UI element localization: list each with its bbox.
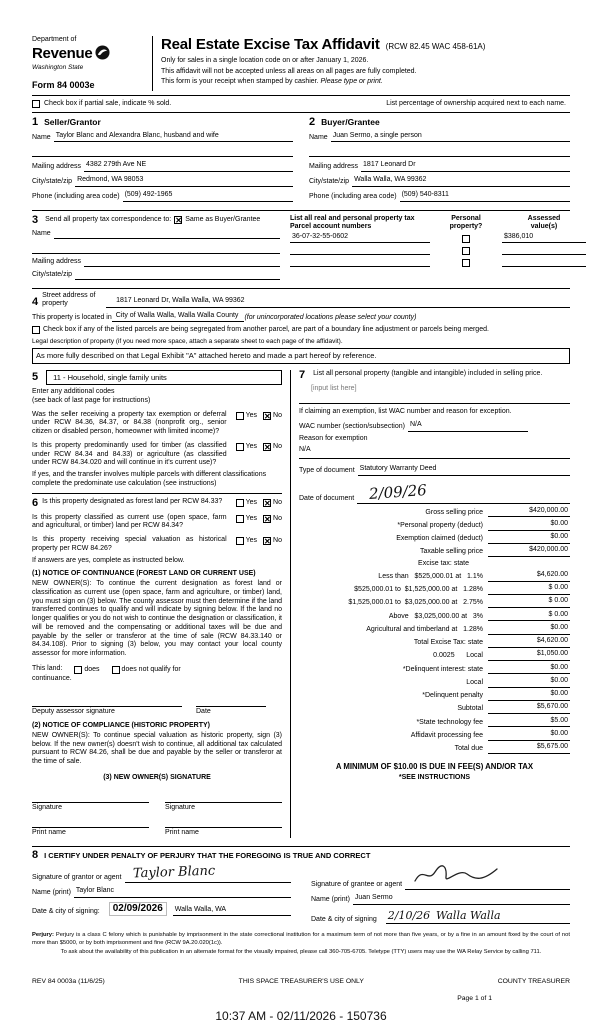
correspondence-extra-line[interactable] [32,243,280,254]
does-label: does [84,665,100,673]
assessed-value-input-3[interactable] [502,255,586,267]
exemption-yes-checkbox[interactable] [236,412,244,420]
this-land-label: This land: [32,665,63,673]
exemption-claimed-row [299,533,570,544]
personal-property-list-label: List all personal property (tangible and intangible) included in selling price. [313,369,543,377]
section5-number: 5 [32,370,39,383]
total-due-row [299,743,570,754]
header-note-2: This affidavit will not be accepted unless all areas on all pages are fully completed. [161,67,417,75]
personal-property-checkbox-3[interactable] [462,259,470,267]
partial-sale-row [32,96,570,113]
same-as-buyer-checkbox[interactable] [174,216,182,224]
personal-property-deduct-value[interactable]: $0.00 [488,520,570,531]
same-as-buyer-label: Same as Buyer/Grantee [185,215,261,223]
buyer-section-number: 2 [309,115,316,128]
new-owner-signature-grid [32,791,282,839]
historic-question-row [32,536,282,554]
delinquent-penalty-row [299,690,570,701]
section3-number: 3 [32,213,39,226]
footer-row [32,978,570,986]
local-rate-value[interactable]: $1,050.00 [488,650,570,661]
technology-fee-label: *State technology fee [416,718,483,726]
grantor-signature-block [32,865,291,924]
parcel-number-input-2[interactable] [290,243,430,255]
historic-no-checkbox[interactable] [263,537,271,545]
receipt-timestamp: 10:37 AM - 02/11/2026 - 150736 [215,1009,387,1024]
buyer-citystatezip-label: City/state/zip [309,178,350,186]
forest-question: Is this property designated as forest land per RCW 84.33? [42,497,223,505]
processing-fee-value[interactable]: $0.00 [488,730,570,741]
assessed-header-line2: value(s) [530,222,558,230]
parcel-table [290,215,586,267]
land-does-checkbox[interactable] [74,666,82,674]
yes-label: Yes [245,498,258,506]
tier4-label: Above $3,025,000.00 at 3% [388,612,483,620]
yes-label: Yes [245,514,258,522]
forest-question-row [32,498,282,509]
parties-section [32,117,570,202]
delinquent-interest-state-row [299,664,570,675]
send-correspondence-label: Send all property tax correspondence to: [45,215,172,223]
assessed-value-input-2[interactable] [502,243,586,255]
section4-number: 4 [32,295,39,308]
new-owner-signature-input-2[interactable] [165,791,282,803]
seller-name-label: Name [32,133,51,141]
total-excise-state-label: Total Excise Tax: state [413,639,483,647]
grantee-signature-label: Signature of grantee or agent [311,881,403,889]
personal-header-line1: Personal [451,214,481,222]
buyer-citystatezip-input[interactable]: Walla Walla, WA 99362 [352,176,570,187]
notice-continuance-title: (1) NOTICE OF CONTINUANCE (FOREST LAND OR CURRENT USE) [32,570,256,578]
grantee-print-name-label: Name (print) [311,895,350,903]
taxable-selling-price-label: Taxable selling price [419,548,483,556]
reason-exemption-input[interactable]: N/A [299,445,311,453]
tier1-label: Less than $525,000.01 at 1.1% [378,572,483,580]
located-in-label: This property is located in [32,313,112,321]
date-of-document-handwriting: 2/09/26 [368,481,428,504]
exemption-divider [299,403,570,404]
grantor-signature-label: Signature of grantor or agent [32,874,122,882]
grantor-print-name-input[interactable]: Taylor Blanc [74,887,291,898]
certification-section [32,846,570,924]
forest-yes-checkbox[interactable] [236,499,244,507]
document-divider [299,458,570,459]
seller-name-input[interactable]: Taylor Blanc and Alexandra Blanc, husband and wife [54,132,293,143]
date-of-document-input[interactable] [357,483,570,504]
current-use-question-row [32,514,282,532]
located-in-note: (for unincorporated locations please select your county) [244,313,417,321]
timber-question: Is this property predominantly used for timber (as classified under RCW 84.34 and 84.33) or agriculture (as classified under RCW 84.34.020 and will continue in it's current use)? [32,441,227,467]
ownership-percentage-label: List percentage of ownership acquired next to each name. [386,99,566,107]
agency-block [32,36,150,91]
delinquent-interest-state-label: *Delinquent interest: state [402,665,483,673]
local-rate-row [299,650,570,661]
exemption-question-row [32,411,282,437]
located-in-input[interactable]: City of Walla Walla, Walla Walla County [112,312,245,323]
total-excise-state-row [299,637,570,648]
seller-citystatezip-input[interactable]: Redmond, WA 98053 [75,176,293,187]
wac-number-input[interactable]: N/A [408,421,528,432]
gross-selling-price-value[interactable]: $420,000.00 [488,507,570,518]
form-header [32,36,570,96]
delinquent-penalty-label: *Delinquent penalty [422,692,483,700]
treasurer-space-label: THIS SPACE TREASURER'S USE ONLY [238,978,364,986]
exemption-claimed-value[interactable]: $0.00 [488,533,570,544]
exemption-claimed-label: Exemption claimed (deduct) [396,535,483,543]
segregated-checkbox[interactable] [32,326,40,334]
street-address-label [42,292,106,308]
form-title-code: (RCW 82.45 WAC 458-61A) [385,42,486,51]
personal-property-checkbox-1[interactable] [462,235,470,243]
agricultural-value[interactable]: $0.00 [488,624,570,635]
if-yes-note: If answers are yes, complete as instructed below. [32,556,185,564]
local-rate-label: 0.0025 Local [433,652,483,660]
tier2-row [299,584,570,595]
no-label: No [273,498,282,506]
grantor-date-city-label: Date & city of signing: [32,907,100,915]
personal-property-checkbox-2[interactable] [462,247,470,255]
section6-divider [32,493,282,494]
current-use-no-checkbox[interactable] [263,515,271,523]
street-address-label-line1: Street address of [42,291,96,299]
grantee-print-name-input[interactable]: Juan Sermo [353,894,570,905]
personal-property-list-input[interactable]: [input list here] [311,384,357,392]
processing-fee-row [299,730,570,741]
grantor-signature-handwriting: Taylor Blanc [132,863,215,882]
new-owner-signature-title: (3) NEW OWNER(S) SIGNATURE [103,773,211,781]
total-excise-state-value[interactable]: $4,620.00 [488,637,570,648]
segregated-label: Check box if any of the listed parcels are being segregated from another parcel, are part of a boundary line adjustment or parcels being merged. [43,326,489,334]
grantee-date-handwriting: 2/10/26 [387,908,431,922]
additional-codes-label [32,388,282,406]
signature-label-1: Signature [32,803,62,811]
yes-label: Yes [245,537,258,545]
reason-exemption-label: Reason for exemption [299,434,368,442]
partial-sale-label: Check box if partial sale, indicate % sold. [44,99,172,107]
grantee-signature-scribble [413,880,499,887]
header-note-3-text: This form is your receipt when stamped by cashier. [161,78,321,86]
yes-label: Yes [245,411,258,419]
perjury-prefix: Perjury: [32,932,54,939]
seller-mailing-input[interactable]: 4382 279th Ave NE [84,161,293,172]
tier2-value[interactable]: $ 0.00 [488,584,570,595]
historic-question: Is this property receiving special valuation as historical property per RCW 84.26? [32,536,227,552]
deputy-date-input[interactable] [196,695,266,707]
current-use-question: Is this property classified as current use (open space, farm and agricultural, or timber) land per RCW 84.34? [32,513,227,530]
agricultural-label: Agricultural and timberland at 1.28% [366,625,483,633]
subtotal-value[interactable]: $5,670.00 [488,703,570,714]
property-location-section [32,288,570,364]
exemption-question: Was the seller receiving a property tax exemption or deferral under RCW 84.36, 84.37, or 84.38 (nonprofit org., senior citizen or disabled person, homeowner with limited income)? [32,410,227,436]
form-title: Real Estate Excise Tax Affidavit [161,36,380,53]
forest-no-checkbox[interactable] [263,499,271,507]
type-of-document-label: Type of document [299,467,355,475]
buyer-mailing-input[interactable]: 1817 Leonard Dr [361,161,570,172]
correspondence-mailing-input[interactable] [84,258,280,267]
certify-label: I CERTIFY UNDER PENALTY OF PERJURY THAT THE FOREGOING IS TRUE AND CORRECT [44,850,371,860]
grantor-date-input[interactable]: 02/09/2026 [109,902,167,917]
seller-section [32,117,293,202]
historic-yes-checkbox[interactable] [236,537,244,545]
correspondence-citystatezip-input[interactable] [75,271,280,280]
buyer-name-extra-line[interactable] [309,146,570,157]
parcel-header-line2: Parcel account numbers [290,222,372,230]
deputy-assessor-label: Deputy assessor signature [32,708,115,716]
technology-fee-value[interactable]: $5.00 [488,717,570,728]
legal-description-label: Legal description of property (if you need more space, attach a separate sheet to each page of the affidavit). [32,338,343,346]
tier4-row [299,611,570,622]
tier1-value[interactable]: $4,620.00 [488,571,570,582]
parcel-header-line1: List all real and personal property tax [290,214,415,222]
deputy-date-label: Date [196,708,211,716]
assessed-value-header [502,215,586,231]
wac-number-label: WAC number (section/subsection) [299,423,405,431]
additional-codes-line1: Enter any additional codes [32,388,115,396]
parcel-number-input[interactable]: 36-07-32-55-0602 [290,231,430,243]
seller-section-title: Seller/Grantor [44,117,101,127]
excise-tax-state-row [299,560,570,569]
header-divider [152,36,153,91]
timber-no-checkbox[interactable] [263,443,271,451]
revenue-wordmark: Revenue [32,44,93,62]
timber-yes-checkbox[interactable] [236,443,244,451]
date-of-document-label: Date of document [299,495,355,503]
county-treasurer-label: COUNTY TREASURER [497,978,570,986]
seller-phone-label: Phone (including area code) [32,192,120,200]
alternate-format-note: To ask about the availability of this publication in an alternate format for the visually impaired, please call 360-705-6705. Teletype (TTY) users may use the WA Relay Service by calling 711. [60,948,542,955]
deputy-assessor-signature-input[interactable] [32,695,182,707]
signature-label-2: Signature [165,803,195,811]
delinquent-penalty-value[interactable]: $0.00 [488,690,570,701]
parcel-number-input-3[interactable] [290,255,430,267]
personal-property-deduct-label: *Personal property (deduct) [397,521,483,529]
taxable-selling-price-value[interactable]: $420,000.00 [488,546,570,557]
continuance-label: continuance. [32,674,72,682]
excise-tax-state-label: Excise tax: state [418,559,469,567]
seller-mailing-label: Mailing address [32,163,82,171]
buyer-section-title: Buyer/Grantee [321,117,380,127]
notice-compliance-body: NEW OWNER(S): To continue special valuation as historic property, sign (3) below. If the new owner(s) doesn't wish to continue, all additional tax calculated pursuant to RCW 84.26, shall be due and payable by the seller or transferor at the time of sale. [32,731,282,766]
washington-state-label: Washington State [32,63,84,71]
grantor-print-name-label: Name (print) [32,889,71,897]
new-owner-print-input-1[interactable] [32,816,149,828]
no-label: No [273,442,282,450]
new-owner-print-input-2[interactable] [165,816,282,828]
grantee-date-city-label: Date & city of signing [311,915,377,923]
total-due-label: Total due [454,745,483,753]
section6-number: 6 [32,496,39,509]
delinquent-interest-state-value[interactable]: $0.00 [488,664,570,675]
correspondence-name-label: Name [32,229,51,237]
land-qualify-row [32,665,282,675]
buyer-name-input[interactable]: Juan Sermo, a single person [331,132,570,143]
personal-property-deduct-row [299,520,570,531]
gross-selling-price-row [299,507,570,518]
header-note-1: Only for sales in a single location code on or after January 1, 2026. [161,56,369,64]
grantee-signature-block [311,865,570,924]
buyer-phone-input[interactable]: (509) 540-8311 [400,191,570,202]
buyer-name-label: Name [309,133,328,141]
personal-header-line2: property? [449,222,483,230]
legal-description-input[interactable]: As more fully described on that Legal Exhibit "A" attached hereto and made a part hereof by reference. [32,348,570,363]
section8-number: 8 [32,849,39,862]
land-use-code-input[interactable]: 11 - Household, single family units [46,370,282,385]
buyer-phone-label: Phone (including area code) [309,192,397,200]
assessed-value-input[interactable]: $386,010 [502,231,586,243]
gross-selling-price-label: Gross selling price [425,508,483,516]
correspondence-name-input[interactable] [54,230,280,239]
notice-continuance-body: NEW OWNER(S): To continue the current designation as forest land or classification as current use (open space, farm and agriculture, or timber) land, you must sign on (3) below. The county assessor must then determine if the land transferred continues to qualify and will indicate by signing below. If the land no longer qualifies or you do not wish to continue the designation or classification, it will be removed and the compensating or additional taxes will be due and payable by the seller or transferor at the time of sale (RCW 84.33.140 or 84.34.108). Prior to signing (3) below, you may contact your local county assessor for more information. [32,580,282,658]
grantor-signature-input[interactable] [125,865,291,883]
current-use-yes-checkbox[interactable] [236,515,244,523]
type-of-document-input[interactable]: Statutory Warranty Deed [358,465,570,476]
exemption-claim-label: If claiming an exemption, list WAC number and reason for exception. [299,408,512,416]
seller-phone-input[interactable]: (509) 492-1965 [123,191,293,202]
no-label: No [273,411,282,419]
processing-fee-label: Affidavit processing fee [410,731,483,739]
agricultural-row [299,624,570,635]
see-instructions-note: *SEE INSTRUCTIONS [398,773,471,781]
timber-question-row [32,442,282,468]
section7-number: 7 [299,368,306,381]
personal-property-header [438,215,494,231]
tier1-row [299,571,570,582]
form-number: Form 84 0003e [32,79,95,90]
land-does-not-checkbox[interactable] [112,666,120,674]
total-due-value[interactable]: $5,675.00 [488,743,570,754]
header-note-3-italic: Please type or print. [320,78,383,86]
grantor-city-input[interactable]: Walla Walla, WA [173,906,291,917]
tier3-row [299,597,570,608]
buyer-section [309,117,570,202]
department-of-label: Department of [32,36,77,43]
page-number: Page 1 of 1 [457,994,492,1002]
grantee-city-handwriting: Walla Walla [436,908,501,922]
grantee-signature-input[interactable] [405,865,570,890]
multi-parcel-note: If yes, and the transfer involves multiple parcels with different classifications complete the predominate use calculation (see instructions) [32,471,267,487]
correspondence-citystatezip-label: City/state/zip [32,270,73,278]
assessed-header-line1: Assessed [527,214,561,222]
revenue-logo-icon [95,45,110,64]
taxable-selling-price-row [299,546,570,557]
delinquent-interest-local-label: Local [466,678,483,686]
notice-compliance-title: (2) NOTICE OF COMPLIANCE (HISTORIC PROPERTY) [32,722,210,730]
deputy-assessor-row [32,695,282,717]
print-name-label-2: Print name [165,829,199,837]
does-not-label: does not qualify for [121,665,181,673]
delinquent-interest-local-row [299,677,570,688]
buyer-mailing-label: Mailing address [309,163,359,171]
seller-name-extra-line[interactable] [32,146,293,157]
use-classification-column [32,370,290,838]
tax-computation-column [290,370,570,838]
perjury-body: Perjury is a class C felony which is punishable by imprisonment in the state correctional institution for a maximum term of not more than five years, or by a fine in an amount fixed by the court of not more than $5000, or by both imprisonment and fine (RCW 9A.20.020(1c)). [32,932,570,946]
tier3-value[interactable]: $ 0.00 [488,597,570,608]
no-label: No [273,514,282,522]
minimum-fee-note: A MINIMUM OF $10.00 IS DUE IN FEE(S) AND/OR TAX [335,761,534,771]
rev-number: REV 84 0003a (11/6/25) [32,978,105,986]
print-name-label-1: Print name [32,829,66,837]
additional-codes-line2: (see back of last page for instructions) [32,396,151,404]
delinquent-interest-local-value[interactable]: $0.00 [488,677,570,688]
header-note-3 [161,78,570,87]
tier3-label: $1,525,000.01 to $3,025,000.00 at 2.75% [348,599,483,607]
seller-citystatezip-label: City/state/zip [32,178,73,186]
grantee-date-city-input[interactable] [386,909,570,925]
new-owner-signature-input-1[interactable] [32,791,149,803]
subtotal-label: Subtotal [457,705,483,713]
fees-table [299,507,570,754]
exemption-no-checkbox[interactable] [263,412,271,420]
subtotal-row [299,703,570,714]
correspondence-mailing-label: Mailing address [32,257,82,265]
tier4-value[interactable]: $ 0.00 [488,611,570,622]
yes-label: Yes [245,442,258,450]
tier2-label: $525,000.01 to $1,525,000.00 at 1.28% [354,586,483,594]
seller-section-number: 1 [32,115,39,128]
no-label: No [273,537,282,545]
perjury-note [32,932,570,946]
street-address-label-line2: property [42,299,68,307]
partial-sale-checkbox[interactable] [32,100,40,108]
tax-correspondence-section [32,210,570,280]
parcel-header [290,215,430,231]
street-address-input[interactable]: 1817 Leonard Dr, Walla Walla, WA 99362 [106,297,570,308]
technology-fee-row [299,717,570,728]
